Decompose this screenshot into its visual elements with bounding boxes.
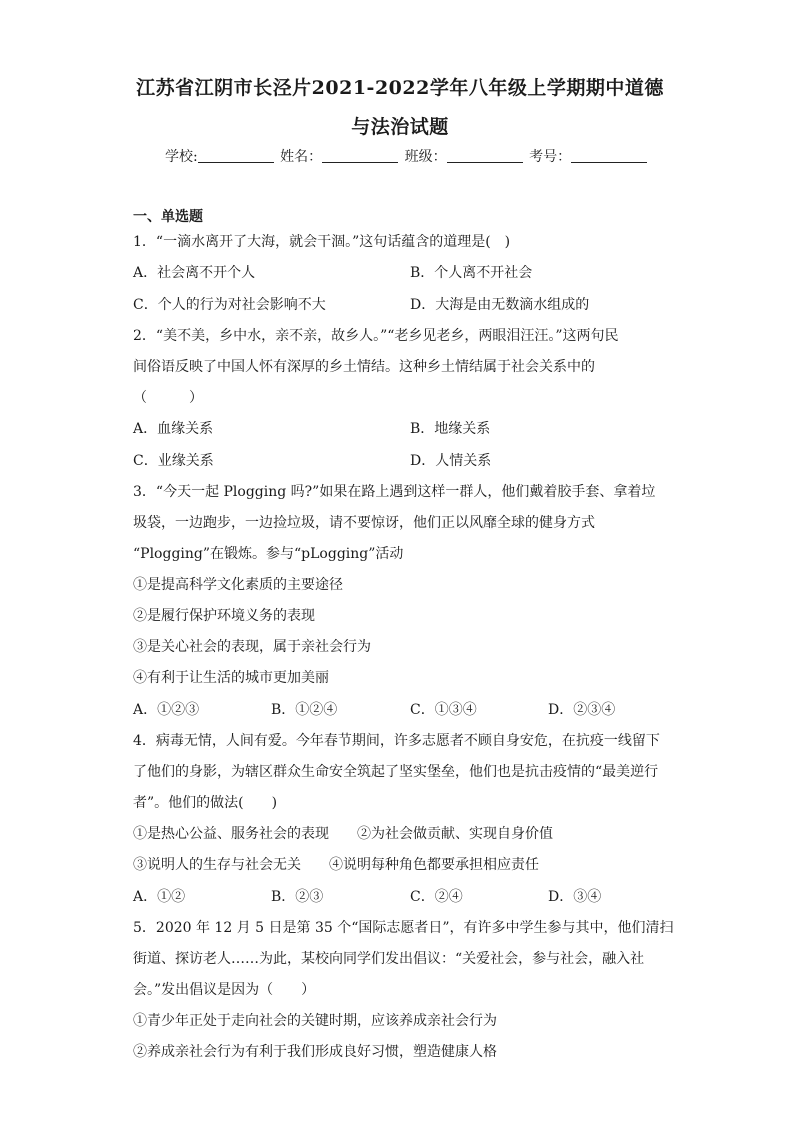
q4-option-d: D．③④	[548, 889, 602, 905]
school-blank[interactable]	[198, 148, 274, 163]
q5-stem-line-1: 5．2020 年 12 月 5 日是第 35 个“国际志愿者日”，有许多中学生参与其中，他们清扫	[133, 920, 674, 936]
q1-option-b: B．个人离不开社会	[410, 265, 533, 281]
q4-option-a: A．①②	[133, 889, 186, 905]
number-label: 考号：	[529, 149, 572, 165]
q4-option-c: C．②④	[410, 889, 463, 905]
q3-item-1: ①是提高科学文化素质的主要途径	[133, 577, 343, 593]
student-info-line	[165, 146, 649, 166]
number-blank[interactable]	[571, 148, 647, 163]
q4-stem-line-3: 者”。他们的做法( )	[133, 795, 278, 811]
school-label: 学校:	[165, 149, 198, 165]
q2-stem-line-1: 2．“美不美，乡中水，亲不亲，故乡人。”“老乡见老乡，两眼泪汪汪。”这两句民	[133, 328, 619, 344]
q5-stem-line-2: 街道、探访老人……为此，某校向同学们发出倡议：“关爱社会，参与社会，融入社	[133, 951, 645, 967]
q5-stem-line-3: 会。”发出倡议是因为（ ）	[133, 982, 316, 998]
q4-option-b: B．②③	[271, 889, 324, 905]
q3-item-4: ④有利于让生活的城市更加美丽	[133, 670, 329, 686]
q5-item-2: ②养成亲社会行为有利于我们形成良好习惯，塑造健康人格	[133, 1044, 497, 1060]
name-label: 姓名：	[280, 149, 323, 165]
q3-item-2: ②是履行保护环境义务的表现	[133, 608, 315, 624]
q2-option-a: A．血缘关系	[133, 421, 214, 437]
q3-option-b: B．①②④	[271, 702, 338, 718]
q4-items-1-2: ①是热心公益、服务社会的表现 ②为社会做贡献、实现自身价值	[133, 826, 553, 842]
q3-option-a: A．①②③	[133, 702, 200, 718]
q3-stem-line-3: “Plogging”在锻炼。参与“pLogging”活动	[133, 546, 404, 562]
q3-stem-line-1: 3．“今天一起 Plogging 吗?”如果在路上遇到这样一群人，他们戴着胶手套、拿着垃	[133, 484, 656, 500]
exam-title-line-1: 江苏省江阴市长泾片2021-2022学年八年级上学期期中道德	[136, 77, 664, 99]
q4-items-3-4: ③说明人的生存与社会无关 ④说明每种角色都要承担相应责任	[133, 857, 539, 873]
q1-option-c: C．个人的行为对社会影响不大	[133, 297, 326, 313]
q2-option-c: C．业缘关系	[133, 453, 214, 469]
name-blank[interactable]	[322, 148, 398, 163]
exam-title-line-2: 与法治试题	[351, 116, 449, 138]
class-label: 班级：	[404, 149, 447, 165]
q3-option-c: C．①③④	[410, 702, 477, 718]
q2-stem-line-2: 间俗语反映了中国人怀有深厚的乡土情结。这种乡土情结属于社会关系中的	[133, 359, 595, 375]
q4-stem-line-2: 了他们的身影，为辖区群众生命安全筑起了坚实堡垒，他们也是抗击疫情的“最美逆行	[133, 764, 659, 780]
q2-option-b: B．地缘关系	[410, 421, 491, 437]
q5-item-1: ①青少年正处于走向社会的关键时期，应该养成亲社会行为	[133, 1013, 497, 1029]
q3-stem-line-2: 圾袋，一边跑步，一边捡垃圾，请不要惊讶，他们正以风靡全球的健身方式	[133, 515, 595, 531]
q1-option-d: D．大海是由无数滴水组成的	[410, 297, 590, 313]
q1-option-a: A．社会离不开个人	[133, 265, 256, 281]
section-heading: 一、单选题	[133, 209, 203, 225]
q1-stem: 1．“一滴水离开了大海，就会干涸。”这句话蕴含的道理是( )	[133, 234, 511, 250]
q4-stem-line-1: 4．病毒无情，人间有爱。今年春节期间，许多志愿者不顾自身安危，在抗疫一线留下	[133, 733, 660, 749]
q2-option-d: D．人情关系	[410, 453, 492, 469]
q2-stem-line-3: （ ）	[133, 390, 203, 406]
q3-item-3: ③是关心社会的表现，属于亲社会行为	[133, 639, 371, 655]
class-blank[interactable]	[447, 148, 523, 163]
q3-option-d: D．②③④	[548, 702, 616, 718]
